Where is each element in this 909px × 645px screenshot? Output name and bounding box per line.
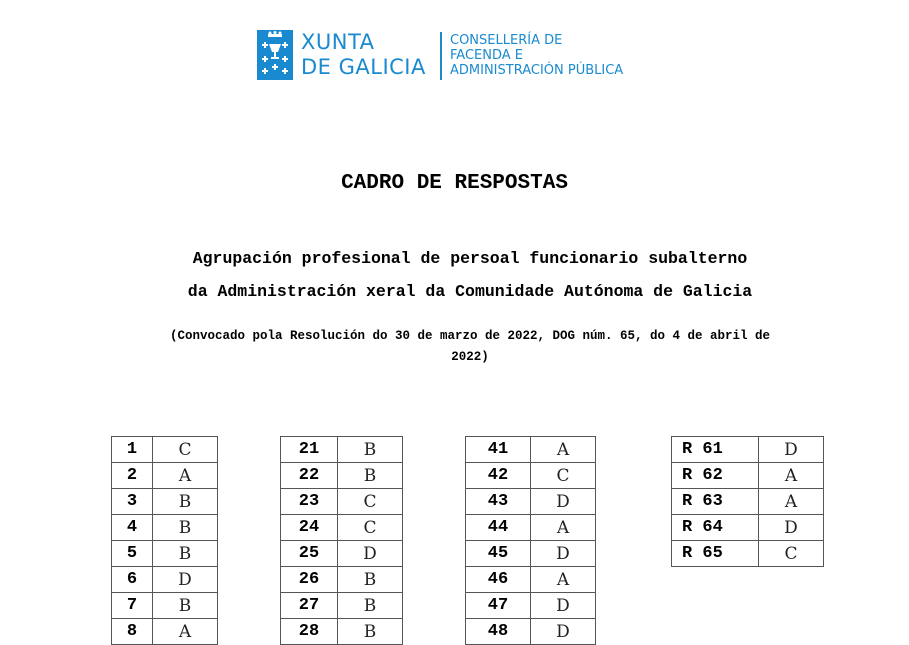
- page-title: CADRO DE RESPOSTAS: [341, 172, 568, 195]
- answer-letter: D: [759, 515, 824, 541]
- answer-letter: B: [153, 515, 218, 541]
- dept-line2: FACENDA E: [450, 48, 523, 63]
- question-number: 44: [466, 515, 531, 541]
- answer-letter: C: [338, 515, 403, 541]
- logo-divider: [440, 32, 442, 80]
- dept-line1: CONSELLERÍA DE: [450, 33, 563, 48]
- table-row: [466, 541, 596, 567]
- table-row: [466, 437, 596, 463]
- table-row: [466, 593, 596, 619]
- table-row: [466, 619, 596, 645]
- question-number: R 61: [672, 437, 759, 463]
- question-number: 3: [112, 489, 153, 515]
- question-number: 4: [112, 515, 153, 541]
- answer-letter: D: [153, 567, 218, 593]
- note-line2: 2022): [451, 350, 489, 364]
- table-row: [112, 567, 218, 593]
- table-row: [672, 437, 824, 463]
- table-row: [112, 619, 218, 645]
- question-number: 47: [466, 593, 531, 619]
- answer-letter: B: [153, 489, 218, 515]
- table-row: [112, 515, 218, 541]
- answer-letter: B: [153, 593, 218, 619]
- table-row: [281, 541, 403, 567]
- table-row: [112, 437, 218, 463]
- answer-letter: B: [338, 463, 403, 489]
- question-number: 21: [281, 437, 338, 463]
- answer-letter: D: [531, 541, 596, 567]
- answer-letter: A: [153, 619, 218, 645]
- table-row: [466, 515, 596, 541]
- table-row: [466, 567, 596, 593]
- answer-letter: A: [531, 567, 596, 593]
- answer-letter: A: [153, 463, 218, 489]
- answer-letter: B: [338, 593, 403, 619]
- table-row: [672, 463, 824, 489]
- xunta-emblem-icon: [257, 30, 293, 80]
- subtitle: [0, 242, 909, 308]
- question-number: 43: [466, 489, 531, 515]
- logo-line1: XUNTA: [301, 30, 375, 54]
- question-number: 25: [281, 541, 338, 567]
- question-number: 26: [281, 567, 338, 593]
- table-row: [112, 541, 218, 567]
- question-number: 5: [112, 541, 153, 567]
- answer-table-4: [671, 436, 824, 567]
- answer-letter: A: [759, 489, 824, 515]
- table-row: [281, 489, 403, 515]
- question-number: 27: [281, 593, 338, 619]
- question-number: 45: [466, 541, 531, 567]
- question-number: 8: [112, 619, 153, 645]
- question-number: 23: [281, 489, 338, 515]
- answer-table-1: [111, 436, 218, 645]
- logo-line2: DE GALICIA: [301, 55, 426, 79]
- answer-letter: D: [759, 437, 824, 463]
- question-number: 1: [112, 437, 153, 463]
- subtitle-line1: Agrupación profesional de persoal funcionario subalterno: [192, 249, 748, 268]
- answer-letter: D: [531, 593, 596, 619]
- answer-letter: C: [531, 463, 596, 489]
- answer-letter: D: [531, 489, 596, 515]
- question-number: R 65: [672, 541, 759, 567]
- answer-letter: C: [759, 541, 824, 567]
- table-row: [672, 489, 824, 515]
- answer-letter: B: [338, 619, 403, 645]
- question-number: 48: [466, 619, 531, 645]
- table-row: [281, 567, 403, 593]
- convocation-note: [120, 326, 820, 368]
- question-number: 42: [466, 463, 531, 489]
- table-row: [466, 489, 596, 515]
- table-row: [672, 541, 824, 567]
- answer-table-2: [280, 436, 403, 645]
- question-number: 22: [281, 463, 338, 489]
- note-line1: (Convocado pola Resolución do 30 de marzo de 2022, DOG núm. 65, do 4 de abril de: [169, 329, 771, 343]
- question-number: 6: [112, 567, 153, 593]
- question-number: 7: [112, 593, 153, 619]
- subtitle-line2: da Administración xeral da Comunidade Autónoma de Galicia: [187, 282, 753, 301]
- table-row: [281, 593, 403, 619]
- answer-letter: A: [531, 515, 596, 541]
- answer-letter: B: [153, 541, 218, 567]
- question-number: R 62: [672, 463, 759, 489]
- table-row: [112, 593, 218, 619]
- table-row: [466, 463, 596, 489]
- dept-line3: ADMINISTRACIÓN PÚBLICA: [450, 63, 624, 78]
- answer-letter: C: [338, 489, 403, 515]
- answer-letter: A: [531, 437, 596, 463]
- question-number: R 63: [672, 489, 759, 515]
- question-number: 2: [112, 463, 153, 489]
- table-row: [281, 437, 403, 463]
- table-row: [672, 515, 824, 541]
- header: [257, 28, 637, 86]
- table-row: [281, 619, 403, 645]
- answer-letter: D: [531, 619, 596, 645]
- answer-letter: B: [338, 567, 403, 593]
- question-number: 28: [281, 619, 338, 645]
- logo-wordmark: [301, 30, 426, 80]
- table-row: [281, 463, 403, 489]
- table-row: [281, 515, 403, 541]
- question-number: 41: [466, 437, 531, 463]
- answer-table-3: [465, 436, 596, 645]
- question-number: 24: [281, 515, 338, 541]
- question-number: 46: [466, 567, 531, 593]
- table-row: [112, 489, 218, 515]
- answer-letter: A: [759, 463, 824, 489]
- department-name: [450, 33, 623, 78]
- answer-letter: C: [153, 437, 218, 463]
- question-number: R 64: [672, 515, 759, 541]
- answer-letter: B: [338, 437, 403, 463]
- table-row: [112, 463, 218, 489]
- answer-letter: D: [338, 541, 403, 567]
